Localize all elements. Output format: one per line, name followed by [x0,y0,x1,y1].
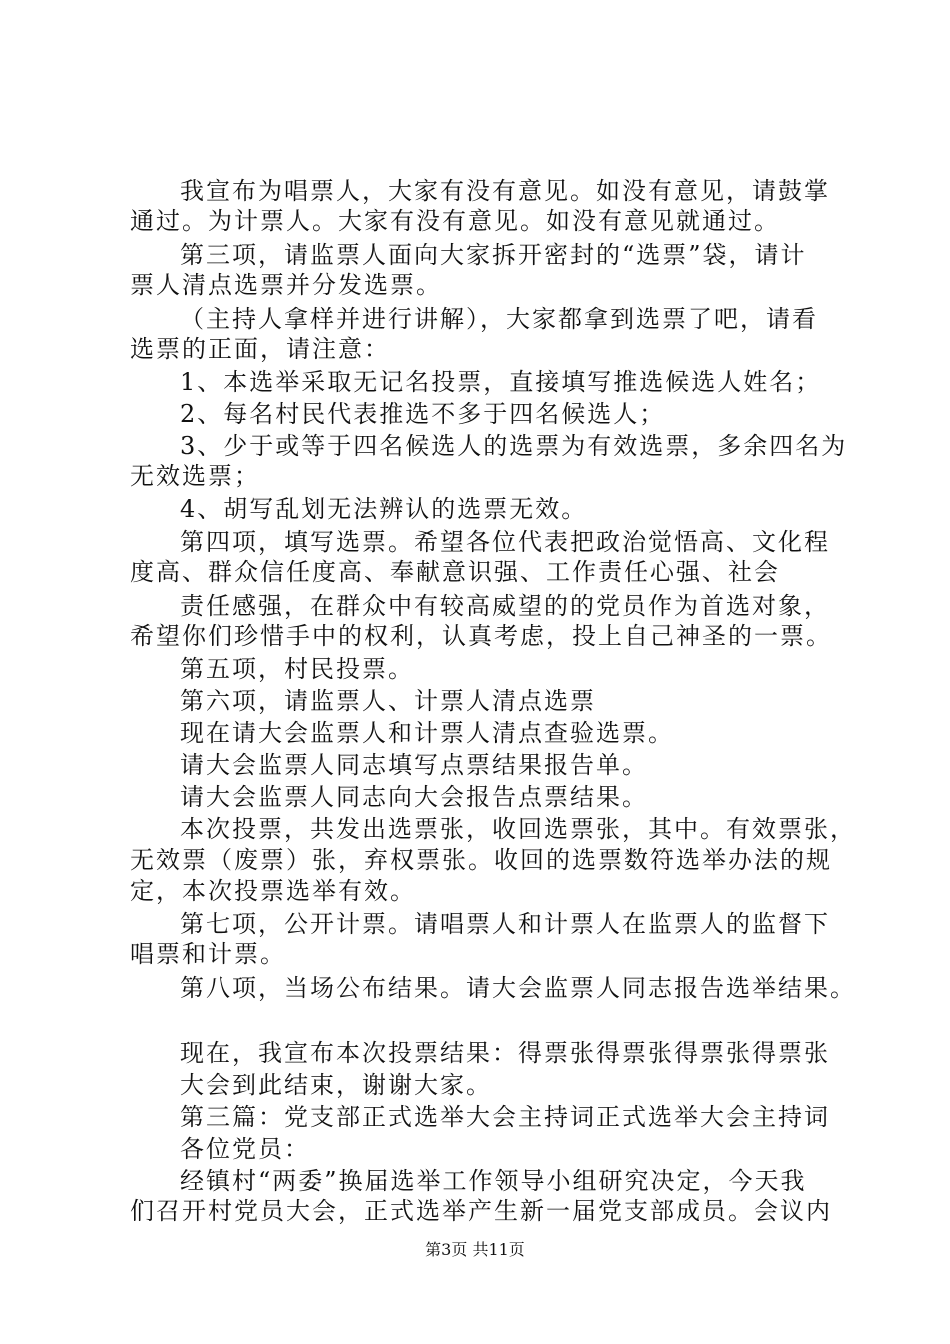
page-number-footer: 第3页 共11页 [425,1240,525,1259]
body-line: 希望你们珍惜手中的权利，认真考虑，投上自己神圣的一票。 [130,622,832,650]
body-line: 第三项，请监票人面向大家拆开密封的“选票”袋，请计 [180,241,807,269]
body-line: 第八项，当场公布结果。请大会监票人同志报告选举结果。 [180,974,856,1002]
body-line: 现在，我宣布本次投票结果：得票张得票张得票张得票张 [180,1039,830,1067]
body-line: 4、胡写乱划无法辨认的选票无效。 [180,495,588,523]
body-line: 选票的正面，请注意： [130,335,390,363]
body-line: 唱票和计票。 [130,940,286,968]
body-line: 第六项，请监票人、计票人清点选票 [180,687,596,715]
body-line: 经镇村“两委”换届选举工作领导小组研究决定，今天我 [180,1167,807,1195]
body-line: 3、少于或等于四名候选人的选票为有效选票，多余四名为 [180,432,848,460]
body-line: 大会到此结束，谢谢大家。 [180,1071,492,1099]
body-line: 请大会监票人同志向大会报告点票结果。 [180,783,648,811]
body-line: 通过。为计票人。大家有没有意见。如没有意见就通过。 [130,207,780,235]
body-line: 本次投票，共发出选票张，收回选票张，其中。有效票张， [180,815,856,843]
body-line: 无效选票； [130,462,260,490]
body-line: 们召开村党员大会，正式选举产生新一届党支部成员。会议内 [130,1197,832,1225]
body-line: 请大会监票人同志填写点票结果报告单。 [180,751,648,779]
body-line: 定，本次投票选举有效。 [130,877,416,905]
body-line: 第四项，填写选票。希望各位代表把政治觉悟高、文化程 [180,528,830,556]
body-line: 责任感强，在群众中有较高威望的的党员作为首选对象， [180,592,830,620]
body-line: （主持人拿样并进行讲解），大家都拿到选票了吧，请看 [180,305,818,333]
body-line: 无效票（废票）张，弃权票张。收回的选票数符选举办法的规 [130,846,832,874]
body-line: 第七项，公开计票。请唱票人和计票人在监票人的监督下 [180,910,830,938]
body-line: 第五项，村民投票。 [180,655,414,683]
body-line: 1、本选举采取无记名投票，直接填写推选候选人姓名； [180,368,822,396]
body-line: 现在请大会监票人和计票人清点查验选票。 [180,719,674,747]
body-line: 票人清点选票并分发选票。 [130,271,442,299]
salutation: 各位党员： [180,1135,310,1163]
body-line: 度高、群众信任度高、奉献意识强、工作责任心强、社会 [130,558,780,586]
body-line: 2、每名村民代表推选不多于四名候选人； [180,400,666,428]
section-heading: 第三篇：党支部正式选举大会主持词正式选举大会主持词 [180,1103,830,1131]
body-line: 我宣布为唱票人，大家有没有意见。如没有意见，请鼓掌 [180,177,830,205]
